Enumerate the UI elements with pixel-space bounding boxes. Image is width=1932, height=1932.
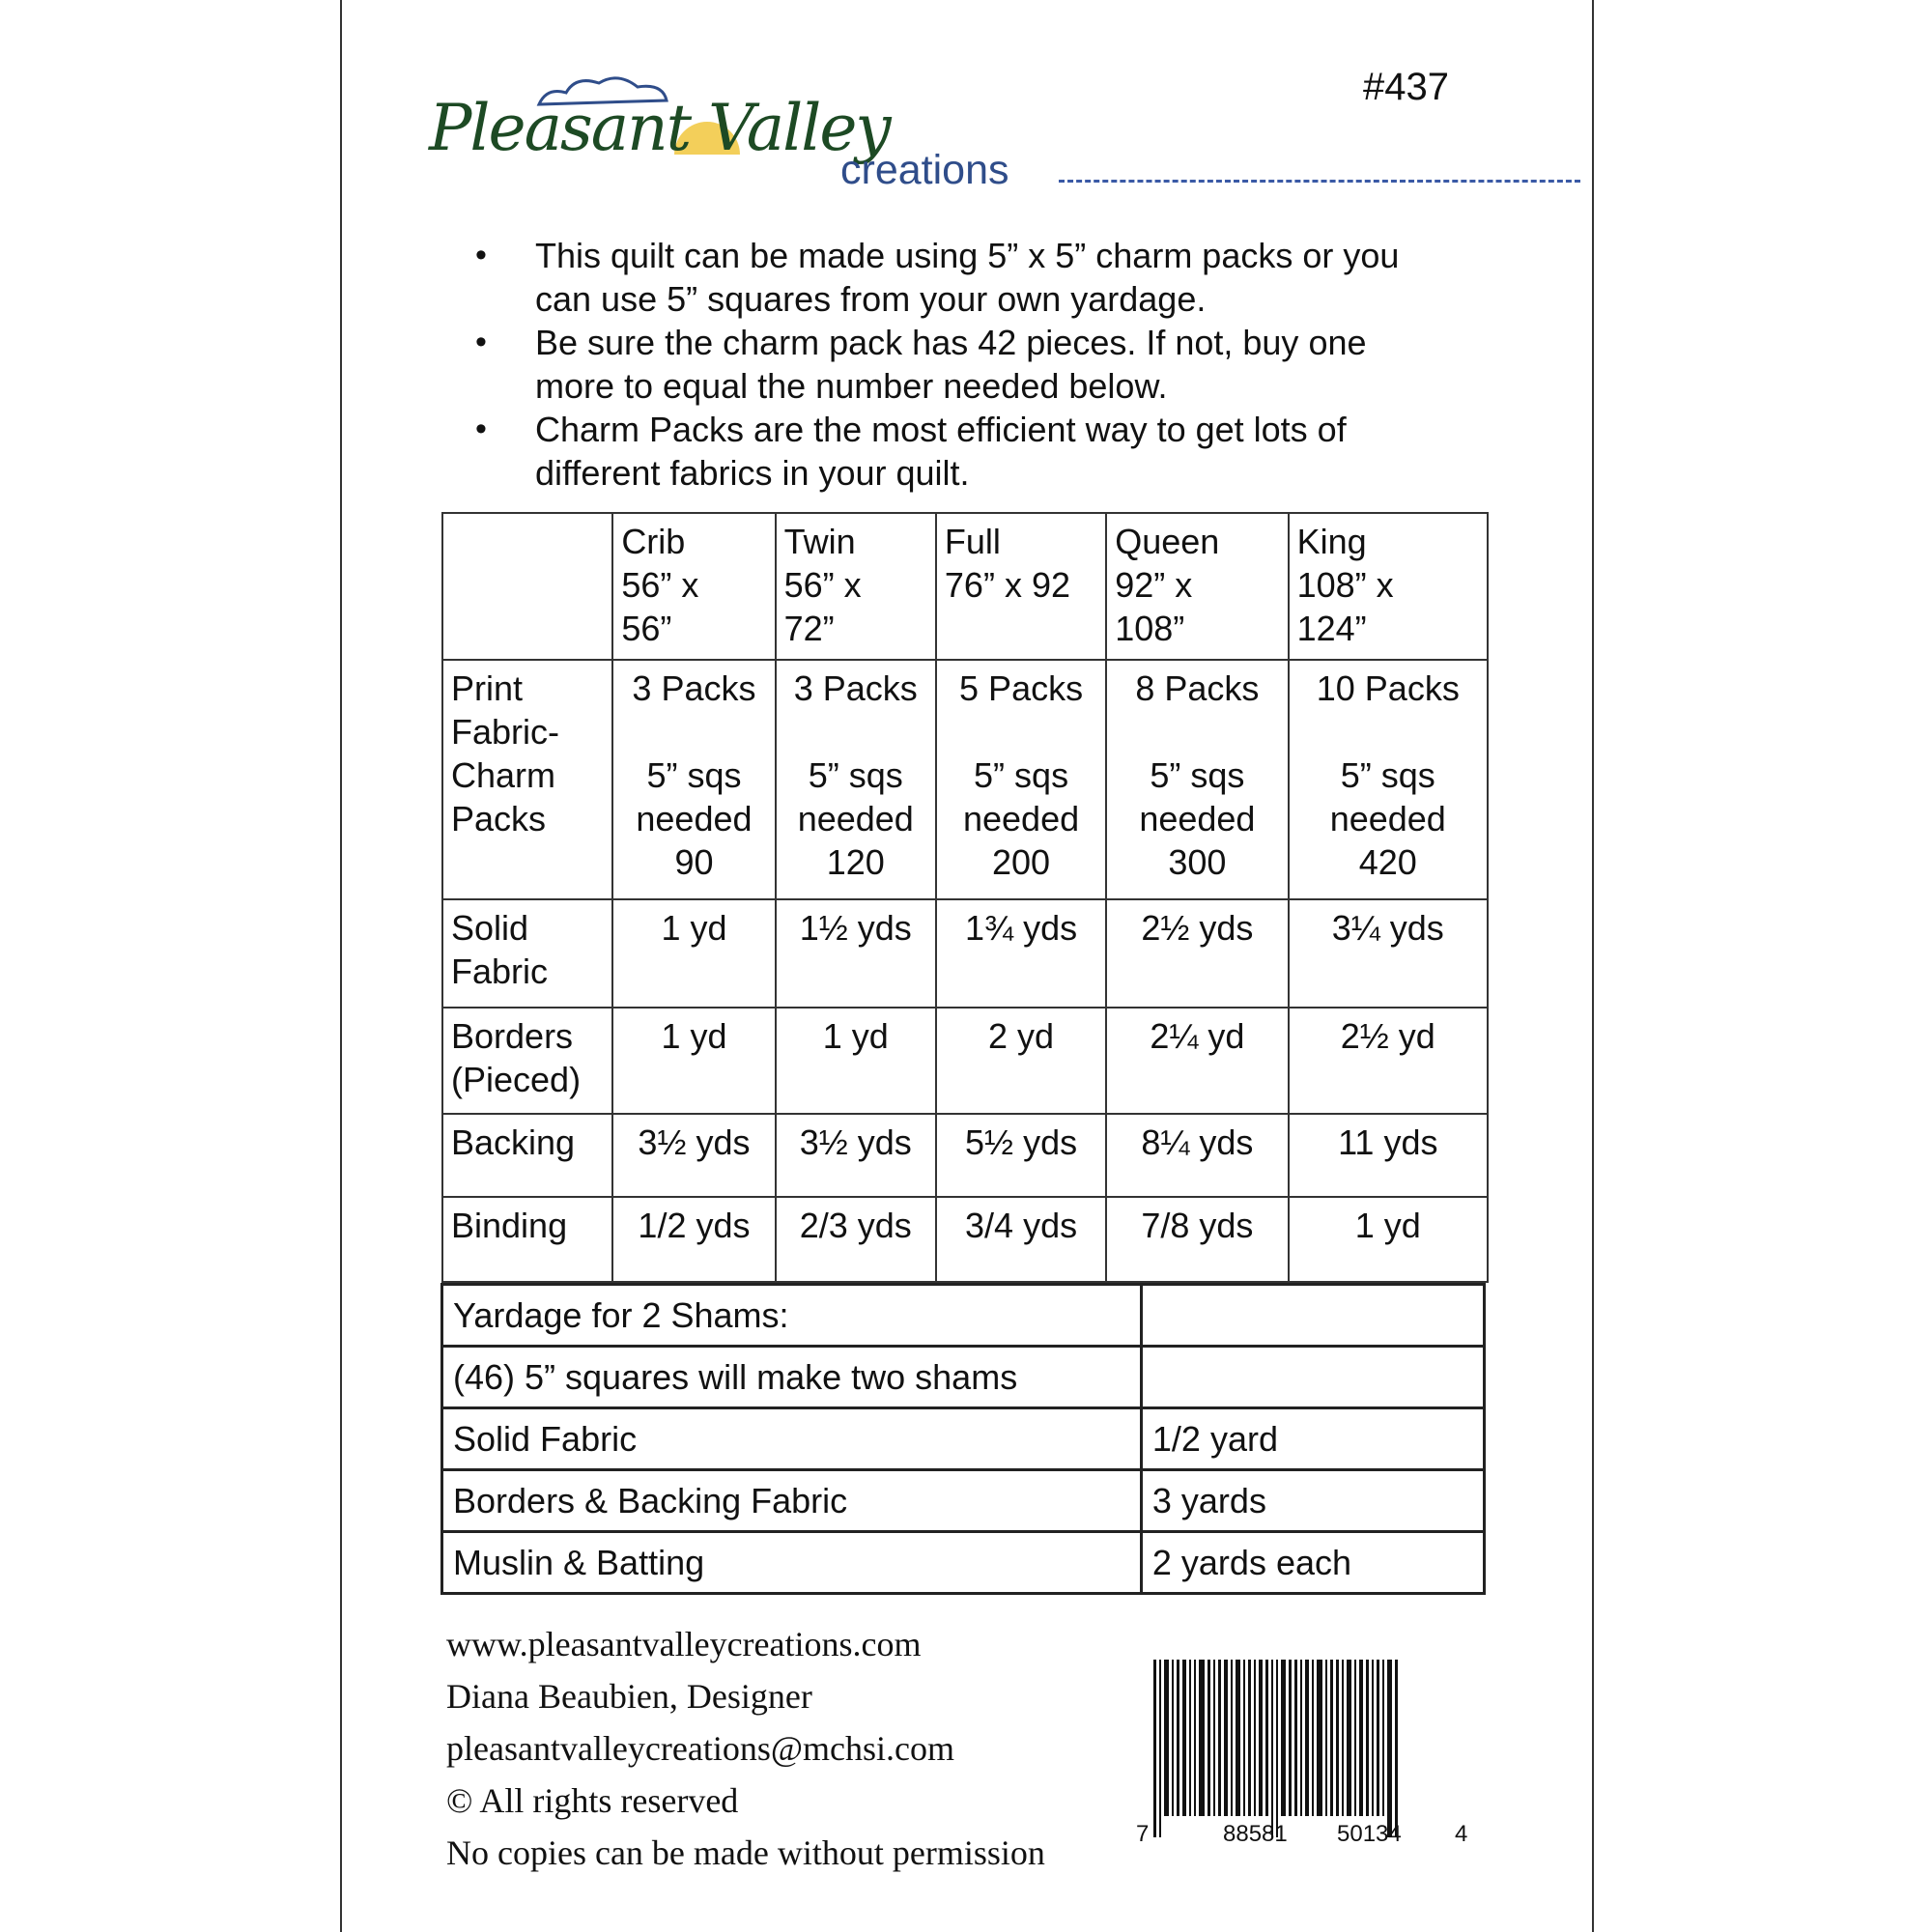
value-cell: 8¼ yds: [1106, 1114, 1288, 1197]
barcode-bar: [1189, 1660, 1191, 1816]
value-cell: 11 yds: [1289, 1114, 1488, 1197]
table-row: [442, 1008, 1488, 1114]
value-cell: 1 yd: [776, 1008, 936, 1114]
barcode-bar: [1218, 1660, 1221, 1816]
barcode-bar: [1164, 1660, 1169, 1816]
barcode-bar: [1271, 1660, 1273, 1837]
barcode-bar: [1243, 1660, 1245, 1816]
barcode-bar: [1359, 1660, 1363, 1816]
value-cell: 2¼ yd: [1106, 1008, 1288, 1114]
barcode-bar: [1387, 1660, 1392, 1837]
table-header-row: [442, 513, 1488, 660]
value-cell: 7/8 yds: [1106, 1197, 1288, 1282]
logo-creations-text: creations: [840, 147, 1009, 193]
logo-dashed-line: [1059, 180, 1580, 183]
barcode-bar: [1377, 1660, 1379, 1816]
barcode-bar: [1208, 1660, 1210, 1816]
table-row: [442, 1347, 1485, 1408]
instruction-list: [468, 234, 1434, 495]
table-row: [442, 1408, 1485, 1470]
barcode-bar: [1294, 1660, 1297, 1816]
value-cell: 1 yd: [1289, 1197, 1488, 1282]
barcode-bar: [1347, 1660, 1351, 1816]
header-twin: Twin 56” x 72”: [776, 513, 936, 660]
brand-logo: [421, 66, 1213, 211]
barcode-bar: [1194, 1660, 1196, 1816]
barcode-bar: [1305, 1660, 1309, 1816]
barcode-check-digit: 4: [1455, 1821, 1468, 1847]
header-crib: Crib 56” x 56”: [612, 513, 775, 660]
barcode-bar: [1382, 1660, 1384, 1816]
barcode-bar: [1159, 1660, 1161, 1837]
instruction-item: • Charm Packs are the most efficient way to get lots of different fabrics in your quilt.: [468, 408, 1434, 495]
barcode-lead-digit: 7: [1136, 1821, 1150, 1847]
value-cell: 1 yd: [612, 899, 775, 1008]
instruction-item: • This quilt can be made using 5” x 5” charm packs or you can use 5” squares from your own yardage.: [468, 234, 1434, 321]
barcode-bar: [1317, 1660, 1322, 1816]
header-empty-cell: [442, 513, 612, 660]
value-cell: 5½ yds: [936, 1114, 1106, 1197]
packs-cell: 3 Packs 5” sqs needed 90: [612, 660, 775, 899]
barcode-bar: [1213, 1660, 1215, 1816]
barcode-bar: [1276, 1660, 1278, 1837]
barcode-icon: [1150, 1660, 1443, 1837]
sham-amount: [1141, 1285, 1484, 1347]
barcode-bar: [1254, 1660, 1256, 1816]
sham-item: Yardage for 2 Shams:: [442, 1285, 1142, 1347]
value-cell: 2/3 yds: [776, 1197, 936, 1282]
barcode-bar: [1300, 1660, 1302, 1816]
barcode-bar: [1199, 1660, 1205, 1816]
barcode-bar: [1312, 1660, 1314, 1816]
barcode-bar: [1177, 1660, 1179, 1816]
sham-item: Muslin & Batting: [442, 1532, 1142, 1594]
value-cell: 3/4 yds: [936, 1197, 1106, 1282]
barcode-bar: [1395, 1660, 1398, 1837]
row-label-solid-fabric: Solid Fabric: [442, 899, 612, 1008]
barcode-bar: [1248, 1660, 1251, 1816]
row-label-backing: Backing: [442, 1114, 612, 1197]
table-row: [442, 660, 1488, 899]
sham-amount: [1141, 1347, 1484, 1408]
barcode-bar: [1281, 1660, 1286, 1816]
value-cell: 3¼ yds: [1289, 899, 1488, 1008]
header-full: Full 76” x 92: [936, 513, 1106, 660]
packs-cell: 10 Packs 5” sqs needed 420: [1289, 660, 1488, 899]
table-row: [442, 1114, 1488, 1197]
website-link[interactable]: www.pleasantvalleycreations.com: [446, 1625, 922, 1663]
barcode-bar: [1224, 1660, 1228, 1816]
sham-amount: 3 yards: [1141, 1470, 1484, 1532]
quilt-sizes-table: [441, 512, 1489, 1283]
instruction-item: • Be sure the charm pack has 42 pieces. If not, buy one more to equal the number needed below.: [468, 321, 1434, 408]
barcode-bar: [1336, 1660, 1339, 1816]
pattern-card: [340, 0, 1594, 1932]
sham-item: (46) 5” squares will make two shams: [442, 1347, 1142, 1408]
barcode-bar: [1289, 1660, 1292, 1816]
pattern-number: #437: [1363, 66, 1449, 108]
header-king: King 108” x 124”: [1289, 513, 1488, 660]
table-row: [442, 899, 1488, 1008]
barcode-bar: [1182, 1660, 1186, 1816]
table-row: [442, 1470, 1485, 1532]
value-cell: 1/2 yds: [612, 1197, 775, 1282]
value-cell: 3½ yds: [776, 1114, 936, 1197]
table-row: [442, 1532, 1485, 1594]
value-cell: 1 yd: [612, 1008, 775, 1114]
row-label-binding: Binding: [442, 1197, 612, 1282]
barcode-bar: [1231, 1660, 1233, 1816]
barcode-bar: [1372, 1660, 1374, 1816]
logo-script-text: Pleasant Valley: [429, 91, 890, 165]
header-queen: Queen 92” x 108”: [1106, 513, 1288, 660]
value-cell: 1¾ yds: [936, 899, 1106, 1008]
barcode-bar: [1325, 1660, 1327, 1816]
barcode-bar: [1153, 1660, 1156, 1837]
barcode-bar: [1366, 1660, 1369, 1816]
row-label-print-fabric: Print Fabric- Charm Packs: [442, 660, 612, 899]
row-label-borders: Borders (Pieced): [442, 1008, 612, 1114]
barcode-right-digits: 50134: [1337, 1821, 1402, 1847]
designer-credit: Diana Beaubien, Designer: [446, 1677, 812, 1716]
table-row: [442, 1285, 1485, 1347]
barcode-bar: [1172, 1660, 1174, 1816]
barcode-bar: [1354, 1660, 1356, 1816]
sham-amount: 2 yards each: [1141, 1532, 1484, 1594]
sham-item: Borders & Backing Fabric: [442, 1470, 1142, 1532]
sham-item: Solid Fabric: [442, 1408, 1142, 1470]
value-cell: 2½ yds: [1106, 899, 1288, 1008]
packs-cell: 3 Packs 5” sqs needed 120: [776, 660, 936, 899]
copy-notice: No copies can be made without permission: [446, 1833, 1045, 1872]
packs-cell: 8 Packs 5” sqs needed 300: [1106, 660, 1288, 899]
rights-notice: © All rights reserved: [446, 1781, 739, 1820]
packs-cell: 5 Packs 5” sqs needed 200: [936, 660, 1106, 899]
shams-yardage-table: [440, 1283, 1486, 1595]
table-row: [442, 1197, 1488, 1282]
barcode-bar: [1259, 1660, 1263, 1816]
barcode-bar: [1330, 1660, 1333, 1816]
barcode-left-digits: 88581: [1223, 1821, 1288, 1847]
value-cell: 1½ yds: [776, 899, 936, 1008]
email-link[interactable]: pleasantvalleycreations@mchsi.com: [446, 1729, 954, 1768]
value-cell: 2 yd: [936, 1008, 1106, 1114]
barcode-bar: [1265, 1660, 1268, 1816]
value-cell: 2½ yd: [1289, 1008, 1488, 1114]
barcode-bar: [1236, 1660, 1240, 1816]
barcode-bar: [1342, 1660, 1344, 1816]
sham-amount: 1/2 yard: [1141, 1408, 1484, 1470]
footer-info: [446, 1618, 1045, 1879]
value-cell: 3½ yds: [612, 1114, 775, 1197]
